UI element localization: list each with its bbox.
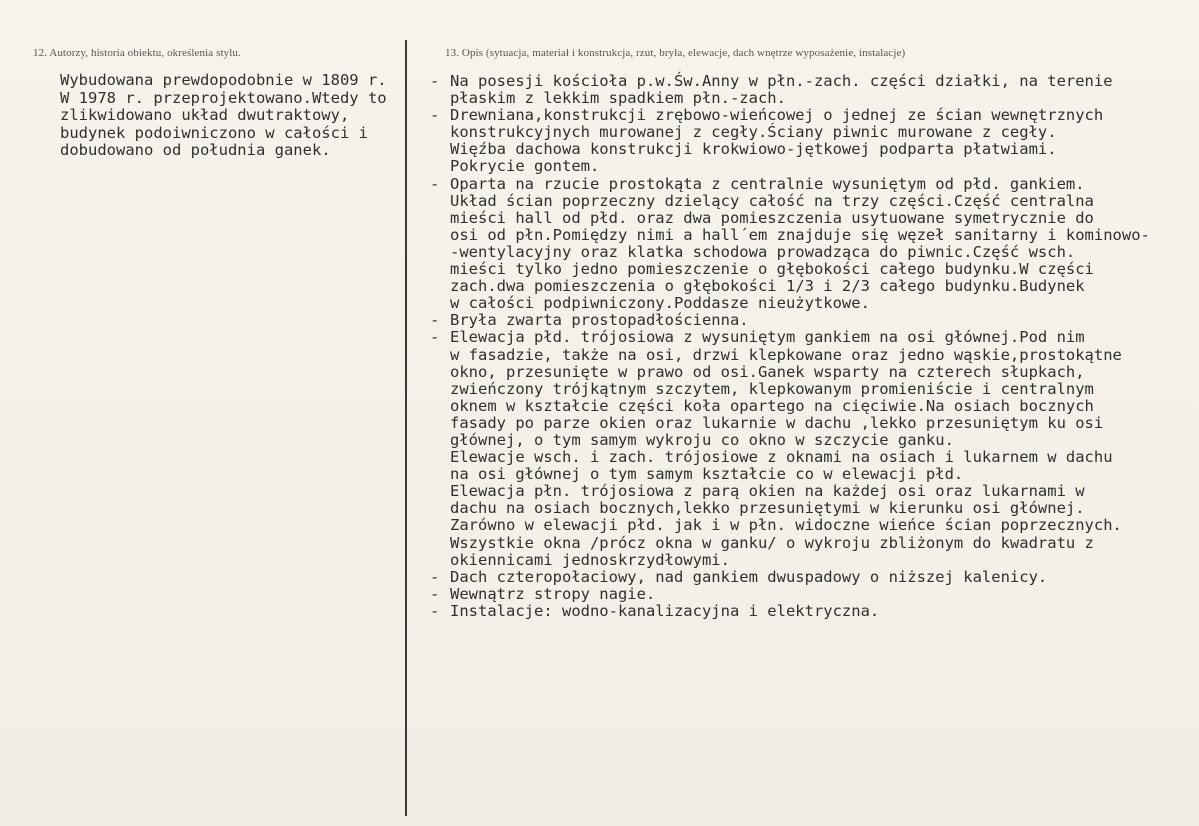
description-line: zwieńczony trójkątnym szczytem, klepkowanym promieniście i centralnym xyxy=(450,379,1094,398)
description-line: zach.dwa pomieszczenia o głębokości 1/3 i 2/3 całego budynku.Budynek xyxy=(450,277,1085,296)
history-text-block xyxy=(60,72,400,160)
left-column-header: 12. Autorzy, historia obiektu, określenia stylu. xyxy=(33,47,241,59)
description-item xyxy=(430,176,1195,313)
description-line: Elewacja płn. trójosiowa z parą okien na każdej osi oraz lukarnami w xyxy=(450,482,1085,501)
description-line: okiennicami jednoskrzydłowymi. xyxy=(450,550,730,569)
description-line: okno, przesunięte w prawo od osi.Ganek wsparty na czterech słupkach, xyxy=(450,362,1085,381)
description-line: głównej, o tym samym wykroju co okno w szczycie ganku. xyxy=(450,430,954,449)
description-line: Wszystkie okna /prócz okna w ganku/ o wykroju zbliżonym do kwadratu z xyxy=(450,533,1094,552)
bullet-dash: - xyxy=(430,106,440,125)
bullet-dash: - xyxy=(430,567,440,586)
description-text-block xyxy=(430,73,1195,620)
history-line: zlikwidowano układ dwutraktowy, xyxy=(60,106,350,124)
description-item xyxy=(430,312,1195,329)
description-line: Zarówno w elewacji płd. jak i w płn. widoczne wieńce ścian poprzecznych. xyxy=(450,516,1122,535)
description-line: w fasadzie, także na osi, drzwi klepkowane oraz jedno wąskie,prostokątne xyxy=(450,345,1122,364)
bullet-dash: - xyxy=(430,311,440,330)
bullet-dash: - xyxy=(430,584,440,603)
description-item xyxy=(430,107,1195,175)
description-item xyxy=(430,73,1195,107)
description-line: Elewacja płd. trójosiowa z wysuniętym gankiem na osi głównej.Pod nim xyxy=(450,328,1085,347)
bullet-dash: - xyxy=(430,328,440,347)
description-line: osi od płn.Pomiędzy nimi a hall´em znajduje się węzeł sanitarny i kominowo- xyxy=(450,225,1150,244)
description-line: na osi głównej o tym samym kształcie co w elewacji płd. xyxy=(450,465,964,484)
description-line: Oparta na rzucie prostokąta z centralnie wysuniętym od płd. gankiem. xyxy=(450,174,1085,193)
description-line: konstrukcyjnych murowanej z cegły.Ściany piwnic murowane z cegły. xyxy=(450,123,1057,142)
description-line: mieści hall od płd. oraz dwa pomieszczenia usytuowane symetrycznie do xyxy=(450,208,1094,227)
right-column-header: 13. Opis (sytuacja, materiał i konstrukcja, rzut, bryła, elewacje, dach wnętrze wyposażenie, instalacje) xyxy=(445,47,906,59)
bullet-dash: - xyxy=(430,601,440,620)
description-line: Dach czteropołaciowy, nad gankiem dwuspadowy o niższej kalenicy. xyxy=(450,567,1048,586)
description-line: Instalacje: wodno-kanalizacyjna i elektryczna. xyxy=(450,601,880,620)
description-line: w całości podpiwniczony.Poddasze nieużytkowe. xyxy=(450,294,870,313)
description-line: fasady po parze okien oraz lukarnie w dachu ,lekko przesuniętym ku osi xyxy=(450,413,1104,432)
description-item xyxy=(430,586,1195,603)
description-line: mieści tylko jedno pomieszczenie o głębokości całego budynku.W części xyxy=(450,260,1094,279)
history-line: Wybudowana prewdopodobnie w 1809 r. xyxy=(60,71,387,89)
bullet-dash: - xyxy=(430,174,440,193)
description-line: Układ ścian poprzeczny dzielący całość na trzy części.Część centralna xyxy=(450,191,1094,210)
description-line: płaskim z lekkim spadkiem płn.-zach. xyxy=(450,89,786,108)
column-divider xyxy=(405,40,407,816)
history-line: W 1978 r. przeprojektowano.Wtedy to xyxy=(60,88,387,107)
description-line: -wentylacyjny oraz klatka schodowa prowadząca do piwnic.Część wsch. xyxy=(450,242,1076,261)
description-line: Bryła zwarta prostopadłościenna. xyxy=(450,311,749,330)
history-line: budynek podoiwniczono w całości i xyxy=(60,123,368,142)
description-line: Wewnątrz stropy nagie. xyxy=(450,584,656,603)
description-line: dachu na osiach bocznych,lekko przesuniętymi w kierunku osi głównej. xyxy=(450,499,1085,518)
description-line: Więźba dachowa konstrukcji krokwiowo-jętkowej podparta płatwiami. xyxy=(450,140,1057,159)
description-line: Elewacje wsch. i zach. trójosiowe z oknami na osiach i lukarnem w dachu xyxy=(450,448,1113,467)
history-line: dobudowano od południa ganek. xyxy=(60,141,331,159)
description-line: Drewniana,konstrukcji zrębowo-wieńcowej o jednej ze ścian wewnętrznych xyxy=(450,106,1104,125)
description-line: oknem w kształcie części koła opartego na cięciwie.Na osiach bocznych xyxy=(450,396,1094,415)
bullet-dash: - xyxy=(430,72,440,90)
description-item xyxy=(430,329,1195,568)
description-line: Na posesji kościoła p.w.Św.Anny w płn.-zach. części działki, na terenie xyxy=(450,72,1113,90)
description-item xyxy=(430,603,1195,620)
description-line: Pokrycie gontem. xyxy=(450,157,600,176)
description-item xyxy=(430,569,1195,586)
